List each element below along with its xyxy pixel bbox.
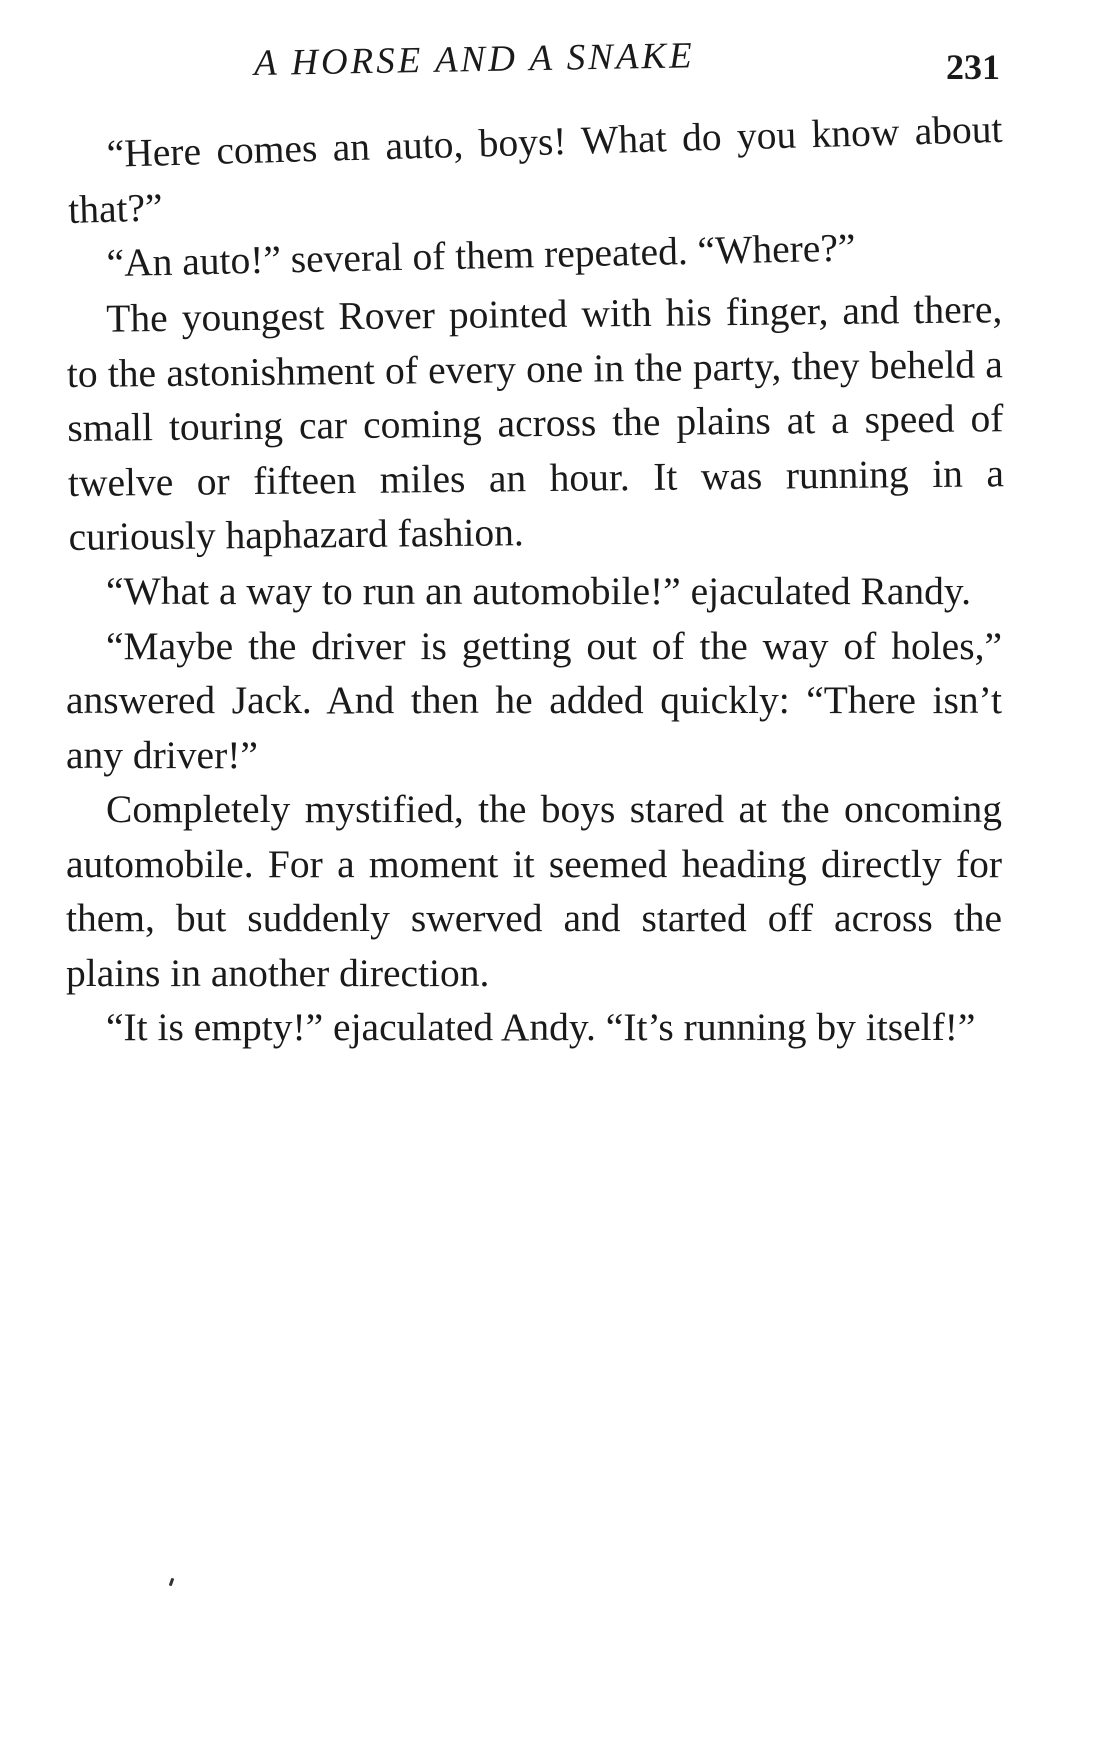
running-head bbox=[64, 35, 1004, 92]
paragraph: “An auto!” several of them repeated. “Where?” bbox=[106, 225, 856, 286]
page-number: 231 bbox=[946, 47, 1000, 87]
paragraph: The youngest Rover pointed with his finger, and there, to the astonishment of every one in the party, they beheld a small touring car coming across the plains at a speed of twelve or fifteen miles an hour. It was running in a curiously haphazard fashion. bbox=[66, 286, 1005, 559]
body-text bbox=[66, 106, 1005, 1055]
paragraph: “It is empty!” ejaculated Andy. “It’s running by itself!” bbox=[106, 1005, 976, 1049]
paragraph: “Maybe the driver is getting out of the way of holes,” answered Jack. And then he added quickly: “There isn’t any driver!” bbox=[66, 623, 1002, 777]
paragraph: Completely mystified, the boys stared at the oncoming automobile. For a moment it seemed heading directly for them, but suddenly swerved and started off across the plains in another direction. bbox=[66, 787, 1002, 995]
ink-speck bbox=[169, 1578, 175, 1587]
running-title: A HORSE AND A SNAKE bbox=[253, 35, 696, 84]
paragraph: “Here comes an auto, boys! What do you know about that?” bbox=[67, 106, 1004, 232]
paragraph: “What a way to run an automobile!” ejaculated Randy. bbox=[106, 569, 971, 613]
